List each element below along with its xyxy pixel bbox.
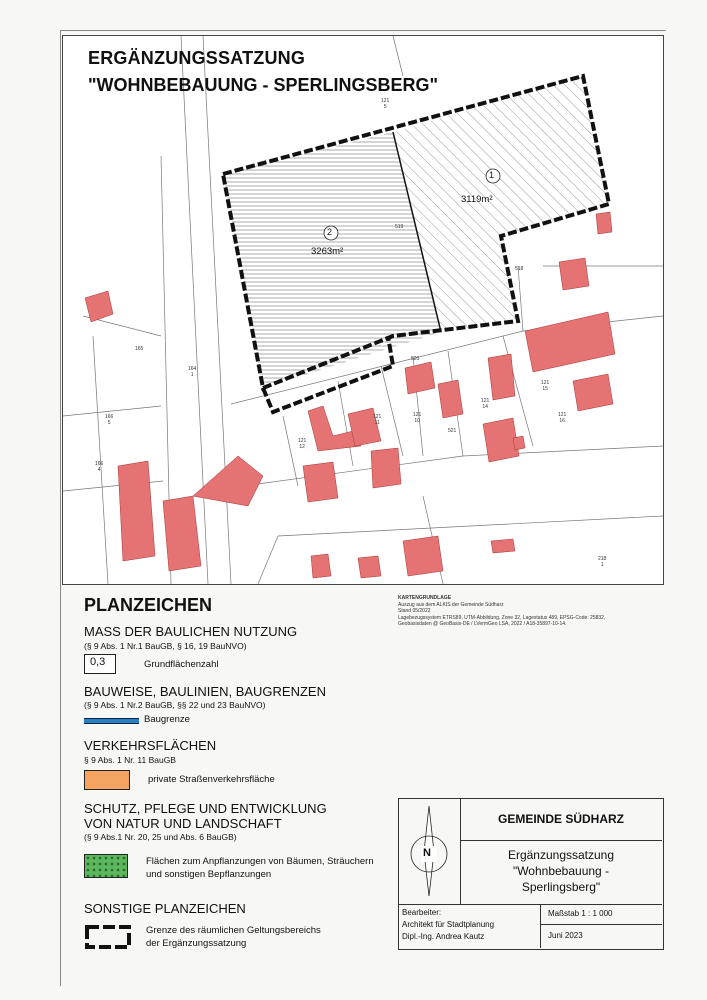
anpflanzung-label-line2: und sonstigen Bepflanzungen [146, 869, 272, 880]
kartengrundlage-line: Geobasisdaten @ GeoBasis-DE / LVermGeo LSA, 2022 / A18-35897-10-14. [398, 621, 567, 627]
geltungsbereich-symbol [84, 924, 132, 950]
plan-title-line1: ERGÄNZUNGSSATZUNG [88, 48, 306, 68]
grz-value: 0,3 [90, 656, 106, 668]
strasse-symbol [84, 770, 130, 790]
titleblock-divider [540, 904, 541, 948]
grenze-label-line1: Grenze des räumlichen Geltungsbereichs [146, 925, 321, 936]
legend-ref: (§ 9 Abs.1 Nr. 20, 25 und Abs. 6 BauGB) [84, 832, 237, 842]
cadastral-map [63, 36, 663, 584]
grenze-label-line2: der Ergänzungssatzung [146, 938, 247, 949]
bearbeiter-line2: Dipl.-Ing. Andrea Kautz [402, 932, 485, 941]
bearbeiter-label: Bearbeiter: [402, 908, 442, 917]
legend-heading: SCHUTZ, PFLEGE UND ENTWICKLUNG [84, 801, 327, 816]
legend-ref: (§ 9 Abs. 1 Nr.2 BauGB, §§ 22 und 23 BauNVO) [84, 700, 266, 710]
parcel-label: 519 [395, 224, 404, 230]
baugrenze-symbol [84, 718, 139, 724]
anpflanzung-label-line1: Flächen zum Anpflanzungen von Bäumen, Sträuchern [146, 856, 374, 867]
plan-name-line1: Ergänzungssatzung [507, 848, 615, 862]
kartengrundlage-line: Auszug aus dem ALKIS der Gemeinde Südharz [398, 602, 504, 608]
anpflanzung-symbol [84, 854, 128, 878]
gemeinde-name: GEMEINDE SÜDHARZ [497, 812, 624, 826]
legend-ref: (§ 9 Abs. 1 Nr.1 BauGB, § 16, 19 BauNVO) [84, 641, 247, 651]
kartengrundlage-line: Stand 05/2022 [398, 608, 431, 614]
legend-title: PLANZEICHEN [84, 595, 213, 615]
kartengrundlage-line: Lagebezugssystem ETRS89, UTM-Abbildung, Zone 32, Lagestatus 489, EPSG-Code: 25832, [398, 615, 606, 621]
parcel-label: 521 [448, 428, 457, 434]
parcel-label: 520 [411, 356, 420, 362]
parcel-label: 166 4 [95, 461, 104, 473]
parcel-label: 121 16 [558, 412, 567, 424]
legend-heading: VON NATUR UND LANDSCHAFT [84, 816, 282, 831]
datum: Juni 2023 [548, 931, 583, 940]
parcel-label: 518 [515, 266, 524, 272]
parcel-label: 121 14 [481, 398, 490, 410]
parcel-label: 121 12 [298, 438, 307, 450]
parcel-label: 121 5 [381, 98, 390, 110]
legend-heading: MASS DER BAULICHEN NUTZUNG [84, 624, 298, 639]
map-panel [62, 35, 664, 585]
north-label: N [423, 847, 431, 859]
parcel-label: 121 11 [373, 414, 382, 426]
parcel-label: 121 10 [413, 412, 422, 424]
legend-heading: VERKEHRSFLÄCHEN [84, 738, 217, 753]
titleblock-divider [460, 840, 662, 841]
parcel-label: 121 15 [541, 380, 550, 392]
parcel-label: 165 [135, 346, 144, 352]
legend-ref: § 9 Abs. 1 Nr. 11 BauGB [84, 755, 176, 765]
kartengrundlage-title: KARTENGRUNDLAGE [398, 595, 452, 601]
area-1-size: 3119m² [461, 194, 493, 205]
titleblock-divider [540, 924, 662, 925]
grz-label: Grundflächenzahl [144, 659, 219, 670]
massstab: Maßstab 1 : 1 000 [548, 909, 613, 918]
area-2-number: 2 [327, 227, 333, 237]
area-1-number: 1 [489, 170, 495, 180]
parcel-label: 218 1 [598, 556, 607, 568]
bearbeiter-line1: Architekt für Stadtplanung [402, 920, 495, 929]
legend-heading: BAUWEISE, BAULINIEN, BAUGRENZEN [84, 684, 326, 699]
plan-title-line2: "WOHNBEBAUUNG - SPERLINGSBERG" [88, 75, 439, 95]
titleblock-divider [398, 904, 662, 905]
baugrenze-label: Baugrenze [144, 714, 190, 725]
strasse-label: private Straßenverkehrsfläche [148, 774, 275, 785]
plan-name-line3: Sperlingsberg" [521, 880, 601, 894]
parcel-label: 166 5 [105, 414, 114, 426]
area-2-size: 3263m² [311, 246, 344, 257]
legend-heading: SONSTIGE PLANZEICHEN [84, 901, 246, 916]
parcel-label: 164 1 [188, 366, 197, 378]
plan-name-line2: "Wohnbebauung - [512, 864, 610, 878]
